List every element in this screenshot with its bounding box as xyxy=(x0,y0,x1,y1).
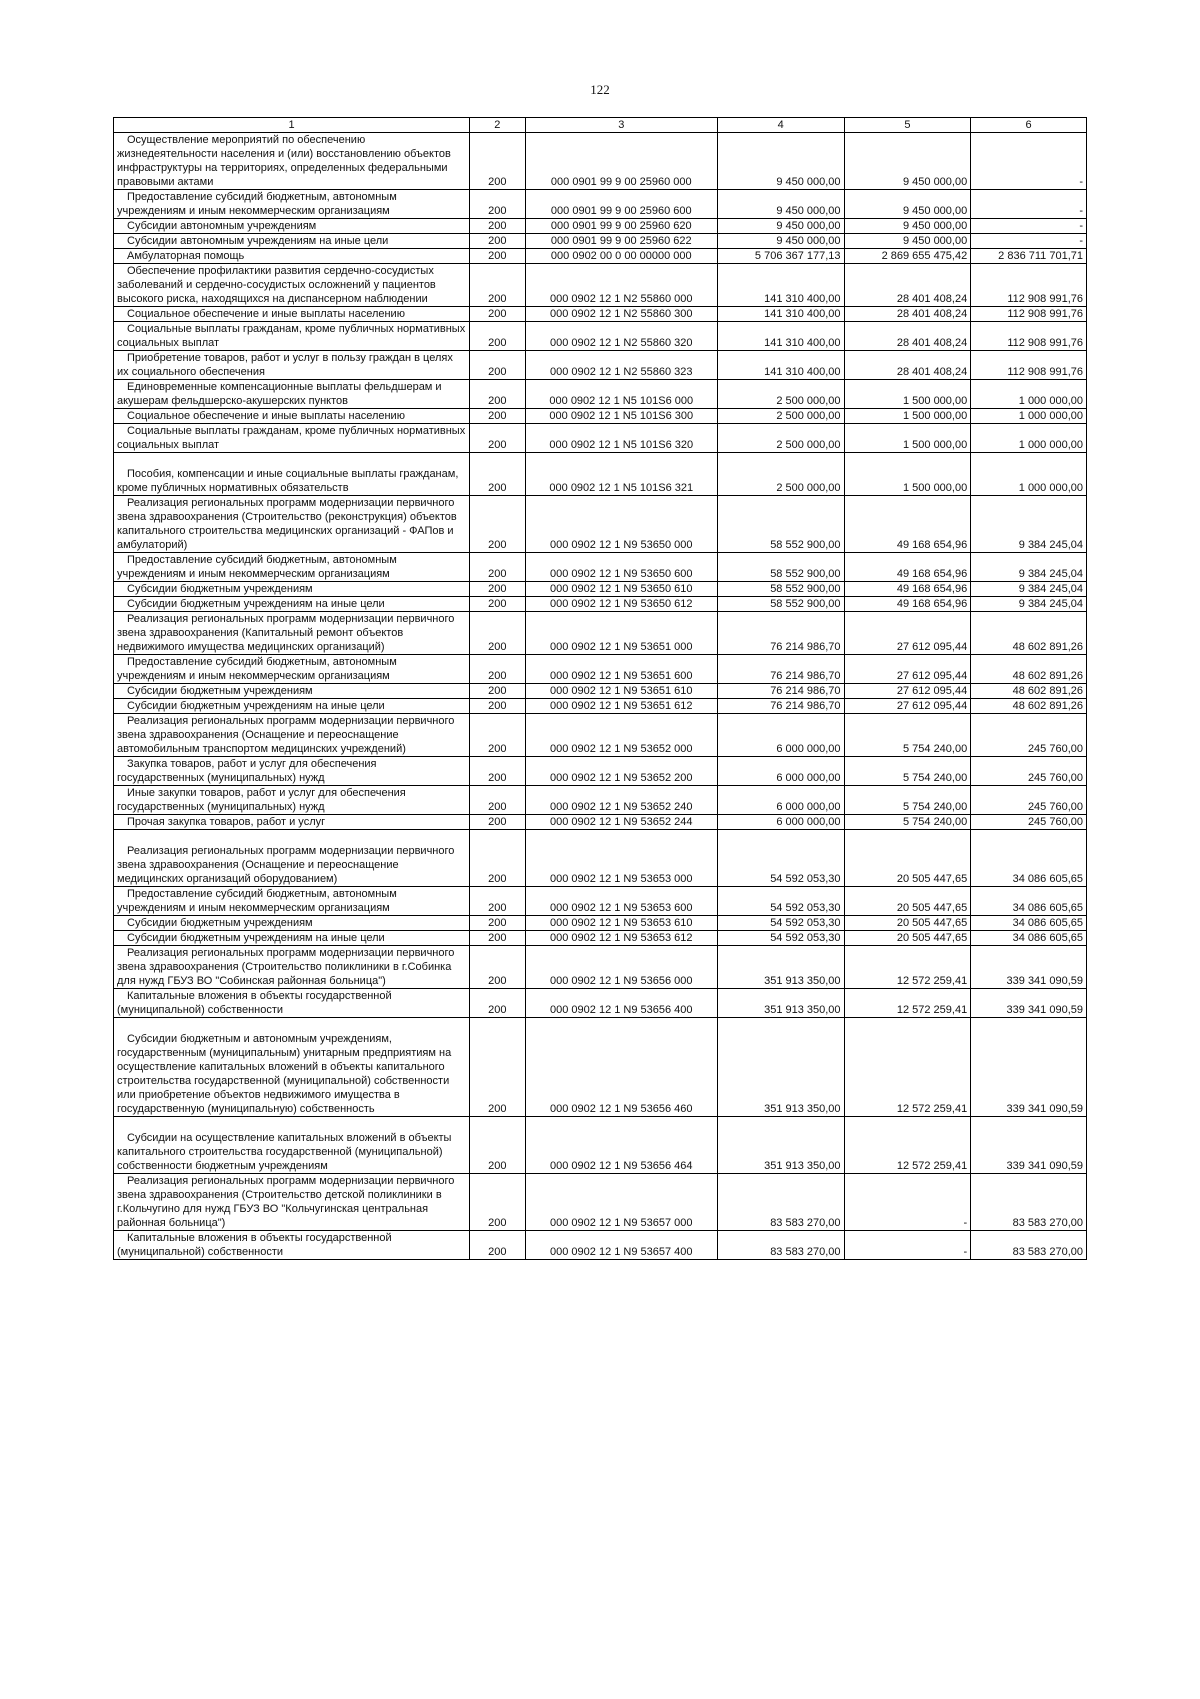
row-code: 200 xyxy=(470,307,526,322)
row-amount-col6: - xyxy=(971,133,1087,190)
row-name: Предоставление субсидий бюджетным, автономным учреждениям и иным некоммерческим организациям xyxy=(114,887,470,916)
row-name: Единовременные компенсационные выплаты фельдшерам и акушерам фельдшерско-акушерских пунктов xyxy=(114,380,470,409)
row-amount-col6: 83 583 270,00 xyxy=(971,1174,1087,1231)
row-name: Субсидии бюджетным и автономным учреждениям, государственным (муниципальным) унитарным предприятиям на осуществление капитальных вложений в объекты капитального строительства государственной (муниципальной) собственности или приобретение объектов недвижимого имущества в государственную (муниципальную) собственность xyxy=(114,1018,470,1117)
row-code: 200 xyxy=(470,916,526,931)
row-name: Капитальные вложения в объекты государственной (муниципальной) собственности xyxy=(114,989,470,1018)
table-row xyxy=(114,830,1087,887)
row-amount-col5: 20 505 447,65 xyxy=(844,830,971,887)
row-amount-col6: 48 602 891,26 xyxy=(971,655,1087,684)
row-name: Реализация региональных программ модернизации первичного звена здравоохранения (Капитальный ремонт объектов недвижимого имущества медицинских организаций) xyxy=(114,612,470,655)
row-amount-col6: 34 086 605,65 xyxy=(971,931,1087,946)
row-amount-col5: 49 168 654,96 xyxy=(844,597,971,612)
row-amount-col4: 76 214 986,70 xyxy=(717,684,844,699)
row-amount-col4: 141 310 400,00 xyxy=(717,307,844,322)
row-amount-col4: 6 000 000,00 xyxy=(717,757,844,786)
table-row xyxy=(114,249,1087,264)
table-row xyxy=(114,946,1087,989)
row-amount-col6: 245 760,00 xyxy=(971,815,1087,830)
table-row xyxy=(114,409,1087,424)
table-row xyxy=(114,612,1087,655)
row-amount-col5: 28 401 408,24 xyxy=(844,351,971,380)
row-amount-col6: 1 000 000,00 xyxy=(971,380,1087,409)
row-amount-col6: 9 384 245,04 xyxy=(971,582,1087,597)
row-code: 200 xyxy=(470,322,526,351)
row-amount-col5: 1 500 000,00 xyxy=(844,453,971,496)
row-amount-col6: 9 384 245,04 xyxy=(971,597,1087,612)
row-name: Социальные выплаты гражданам, кроме публичных нормативных социальных выплат xyxy=(114,322,470,351)
row-name: Субсидии бюджетным учреждениям на иные цели xyxy=(114,931,470,946)
row-code: 200 xyxy=(470,133,526,190)
column-header: 1 xyxy=(114,118,470,133)
row-amount-col4: 54 592 053,30 xyxy=(717,830,844,887)
row-amount-col4: 58 552 900,00 xyxy=(717,582,844,597)
row-kbk: 000 0902 12 1 N9 53653 000 xyxy=(525,830,717,887)
row-code: 200 xyxy=(470,351,526,380)
row-amount-col5: 49 168 654,96 xyxy=(844,553,971,582)
row-amount-col4: 58 552 900,00 xyxy=(717,553,844,582)
table-row xyxy=(114,424,1087,453)
row-kbk: 000 0902 12 1 N9 53653 612 xyxy=(525,931,717,946)
row-amount-col4: 9 450 000,00 xyxy=(717,190,844,219)
column-header: 3 xyxy=(525,118,717,133)
row-name: Прочая закупка товаров, работ и услуг xyxy=(114,815,470,830)
row-amount-col4: 76 214 986,70 xyxy=(717,612,844,655)
row-amount-col6: 48 602 891,26 xyxy=(971,612,1087,655)
row-amount-col4: 58 552 900,00 xyxy=(717,496,844,553)
table-row xyxy=(114,264,1087,307)
table-row xyxy=(114,916,1087,931)
row-code: 200 xyxy=(470,582,526,597)
row-kbk: 000 0902 12 1 N5 101S6 321 xyxy=(525,453,717,496)
row-amount-col5: 12 572 259,41 xyxy=(844,989,971,1018)
row-amount-col6: 48 602 891,26 xyxy=(971,684,1087,699)
row-code: 200 xyxy=(470,190,526,219)
row-amount-col5: 1 500 000,00 xyxy=(844,380,971,409)
row-amount-col6: - xyxy=(971,234,1087,249)
row-name: Субсидии бюджетным учреждениям на иные цели xyxy=(114,597,470,612)
row-kbk: 000 0902 12 1 N5 101S6 000 xyxy=(525,380,717,409)
row-amount-col5: 20 505 447,65 xyxy=(844,887,971,916)
row-amount-col4: 2 500 000,00 xyxy=(717,409,844,424)
row-amount-col4: 6 000 000,00 xyxy=(717,815,844,830)
row-amount-col6: 1 000 000,00 xyxy=(971,409,1087,424)
table-row xyxy=(114,496,1087,553)
row-amount-col5: 12 572 259,41 xyxy=(844,1018,971,1117)
table-row xyxy=(114,190,1087,219)
row-name: Субсидии бюджетным учреждениям xyxy=(114,916,470,931)
table-row xyxy=(114,989,1087,1018)
row-amount-col4: 9 450 000,00 xyxy=(717,133,844,190)
row-amount-col5: 2 869 655 475,42 xyxy=(844,249,971,264)
row-name: Предоставление субсидий бюджетным, автономным учреждениям и иным некоммерческим организациям xyxy=(114,655,470,684)
row-code: 200 xyxy=(470,989,526,1018)
row-code: 200 xyxy=(470,1018,526,1117)
row-name: Капитальные вложения в объекты государственной (муниципальной) собственности xyxy=(114,1231,470,1260)
row-kbk: 000 0902 12 1 N9 53653 600 xyxy=(525,887,717,916)
row-amount-col5: 9 450 000,00 xyxy=(844,133,971,190)
row-amount-col4: 351 913 350,00 xyxy=(717,1117,844,1174)
row-code: 200 xyxy=(470,424,526,453)
row-amount-col5: 9 450 000,00 xyxy=(844,190,971,219)
row-name: Социальные выплаты гражданам, кроме публичных нормативных социальных выплат xyxy=(114,424,470,453)
row-code: 200 xyxy=(470,655,526,684)
row-name: Реализация региональных программ модернизации первичного звена здравоохранения (Строительство (реконструкция) объектов капитального строительства медицинских организаций - ФАПов и амбулаторий) xyxy=(114,496,470,553)
row-code: 200 xyxy=(470,815,526,830)
row-amount-col6: 339 341 090,59 xyxy=(971,946,1087,989)
table-row xyxy=(114,553,1087,582)
row-name: Предоставление субсидий бюджетным, автономным учреждениям и иным некоммерческим организациям xyxy=(114,553,470,582)
row-code: 200 xyxy=(470,946,526,989)
row-amount-col5: 5 754 240,00 xyxy=(844,757,971,786)
row-amount-col5: 5 754 240,00 xyxy=(844,815,971,830)
row-amount-col4: 83 583 270,00 xyxy=(717,1231,844,1260)
row-kbk: 000 0902 12 1 N9 53651 000 xyxy=(525,612,717,655)
row-amount-col6: 112 908 991,76 xyxy=(971,307,1087,322)
row-amount-col4: 2 500 000,00 xyxy=(717,453,844,496)
row-code: 200 xyxy=(470,757,526,786)
row-kbk: 000 0902 12 1 N9 53650 612 xyxy=(525,597,717,612)
row-amount-col4: 351 913 350,00 xyxy=(717,1018,844,1117)
row-code: 200 xyxy=(470,219,526,234)
row-name: Иные закупки товаров, работ и услуг для обеспечения государственных (муниципальных) нужд xyxy=(114,786,470,815)
table-row xyxy=(114,351,1087,380)
row-name: Приобретение товаров, работ и услуг в пользу граждан в целях их социального обеспечения xyxy=(114,351,470,380)
table-row xyxy=(114,887,1087,916)
row-code: 200 xyxy=(470,553,526,582)
table-row xyxy=(114,234,1087,249)
row-kbk: 000 0902 12 1 N9 53650 000 xyxy=(525,496,717,553)
budget-table xyxy=(113,117,1087,1260)
row-amount-col6: 245 760,00 xyxy=(971,714,1087,757)
table-row xyxy=(114,582,1087,597)
row-amount-col6: 339 341 090,59 xyxy=(971,1117,1087,1174)
table-row xyxy=(114,1018,1087,1117)
column-header: 5 xyxy=(844,118,971,133)
column-header: 4 xyxy=(717,118,844,133)
row-code: 200 xyxy=(470,786,526,815)
row-name: Субсидии на осуществление капитальных вложений в объекты капитального строительства государственной (муниципальной) собственности бюджетным учреждениям xyxy=(114,1117,470,1174)
row-name: Амбулаторная помощь xyxy=(114,249,470,264)
row-amount-col4: 54 592 053,30 xyxy=(717,916,844,931)
row-code: 200 xyxy=(470,699,526,714)
row-code: 200 xyxy=(470,887,526,916)
row-kbk: 000 0902 12 1 N9 53651 612 xyxy=(525,699,717,714)
row-kbk: 000 0902 12 1 N9 53656 464 xyxy=(525,1117,717,1174)
row-amount-col4: 141 310 400,00 xyxy=(717,322,844,351)
row-kbk: 000 0902 12 1 N2 55860 323 xyxy=(525,351,717,380)
row-code: 200 xyxy=(470,264,526,307)
row-code: 200 xyxy=(470,830,526,887)
row-amount-col5: 1 500 000,00 xyxy=(844,409,971,424)
table-row xyxy=(114,133,1087,190)
row-amount-col4: 76 214 986,70 xyxy=(717,699,844,714)
row-code: 200 xyxy=(470,409,526,424)
row-kbk: 000 0902 12 1 N9 53652 244 xyxy=(525,815,717,830)
row-code: 200 xyxy=(470,714,526,757)
row-amount-col4: 141 310 400,00 xyxy=(717,351,844,380)
row-name: Субсидии автономным учреждениям на иные цели xyxy=(114,234,470,249)
row-amount-col5: - xyxy=(844,1231,971,1260)
row-code: 200 xyxy=(470,249,526,264)
row-kbk: 000 0902 12 1 N9 53656 400 xyxy=(525,989,717,1018)
row-name: Субсидии бюджетным учреждениям на иные цели xyxy=(114,699,470,714)
row-kbk: 000 0902 12 1 N9 53650 600 xyxy=(525,553,717,582)
row-amount-col6: 48 602 891,26 xyxy=(971,699,1087,714)
row-amount-col4: 351 913 350,00 xyxy=(717,989,844,1018)
row-code: 200 xyxy=(470,453,526,496)
row-amount-col5: 9 450 000,00 xyxy=(844,219,971,234)
row-name: Реализация региональных программ модернизации первичного звена здравоохранения (Оснащение и переоснащение автомобильным транспортом медицинских учреждений) xyxy=(114,714,470,757)
row-amount-col5: 5 754 240,00 xyxy=(844,714,971,757)
column-header: 2 xyxy=(470,118,526,133)
row-kbk: 000 0902 12 1 N2 55860 300 xyxy=(525,307,717,322)
row-amount-col5: 49 168 654,96 xyxy=(844,582,971,597)
row-name: Обеспечение профилактики развития сердечно-сосудистых заболеваний и сердечно-сосудистых осложнений у пациентов высокого риска, находящихся на диспансерном наблюдении xyxy=(114,264,470,307)
row-name: Реализация региональных программ модернизации первичного звена здравоохранения (Оснащение и переоснащение медицинских организаций оборудованием) xyxy=(114,830,470,887)
table-row xyxy=(114,380,1087,409)
row-amount-col5: 27 612 095,44 xyxy=(844,684,971,699)
table-row xyxy=(114,815,1087,830)
row-amount-col6: 1 000 000,00 xyxy=(971,453,1087,496)
row-name: Субсидии бюджетным учреждениям xyxy=(114,684,470,699)
row-name: Реализация региональных программ модернизации первичного звена здравоохранения (Строительство поликлиники в г.Собинка для нужд ГБУЗ ВО "Собинская районная больница") xyxy=(114,946,470,989)
row-kbk: 000 0902 12 1 N9 53657 000 xyxy=(525,1174,717,1231)
row-amount-col5: 28 401 408,24 xyxy=(844,264,971,307)
row-kbk: 000 0902 12 1 N9 53651 610 xyxy=(525,684,717,699)
row-amount-col6: - xyxy=(971,190,1087,219)
row-amount-col4: 2 500 000,00 xyxy=(717,424,844,453)
row-kbk: 000 0901 99 9 00 25960 600 xyxy=(525,190,717,219)
table-row xyxy=(114,714,1087,757)
row-amount-col5: 27 612 095,44 xyxy=(844,655,971,684)
row-amount-col6: 34 086 605,65 xyxy=(971,830,1087,887)
row-amount-col4: 9 450 000,00 xyxy=(717,219,844,234)
table-row xyxy=(114,1231,1087,1260)
row-name: Осуществление мероприятий по обеспечению жизнедеятельности населения и (или) восстановлению объектов инфраструктуры на территориях, определенных федеральными правовыми актами xyxy=(114,133,470,190)
table-row xyxy=(114,655,1087,684)
row-amount-col6: 9 384 245,04 xyxy=(971,553,1087,582)
row-kbk: 000 0902 12 1 N9 53651 600 xyxy=(525,655,717,684)
row-amount-col4: 6 000 000,00 xyxy=(717,786,844,815)
table-row xyxy=(114,453,1087,496)
row-amount-col4: 76 214 986,70 xyxy=(717,655,844,684)
row-amount-col6: 2 836 711 701,71 xyxy=(971,249,1087,264)
row-amount-col5: 12 572 259,41 xyxy=(844,946,971,989)
row-amount-col6: 339 341 090,59 xyxy=(971,989,1087,1018)
row-kbk: 000 0902 00 0 00 00000 000 xyxy=(525,249,717,264)
row-amount-col5: 9 450 000,00 xyxy=(844,234,971,249)
row-amount-col4: 9 450 000,00 xyxy=(717,234,844,249)
row-amount-col6: 245 760,00 xyxy=(971,786,1087,815)
row-amount-col4: 351 913 350,00 xyxy=(717,946,844,989)
row-amount-col5: 28 401 408,24 xyxy=(844,322,971,351)
row-amount-col6: - xyxy=(971,219,1087,234)
row-kbk: 000 0902 12 1 N9 53652 200 xyxy=(525,757,717,786)
row-amount-col6: 112 908 991,76 xyxy=(971,351,1087,380)
table-row xyxy=(114,684,1087,699)
row-kbk: 000 0902 12 1 N5 101S6 320 xyxy=(525,424,717,453)
table-row xyxy=(114,931,1087,946)
row-amount-col6: 34 086 605,65 xyxy=(971,916,1087,931)
row-amount-col5: 20 505 447,65 xyxy=(844,916,971,931)
row-amount-col4: 5 706 367 177,13 xyxy=(717,249,844,264)
row-amount-col5: 27 612 095,44 xyxy=(844,699,971,714)
row-code: 200 xyxy=(470,1117,526,1174)
row-amount-col5: 12 572 259,41 xyxy=(844,1117,971,1174)
row-amount-col4: 2 500 000,00 xyxy=(717,380,844,409)
row-kbk: 000 0901 99 9 00 25960 000 xyxy=(525,133,717,190)
row-amount-col5: 1 500 000,00 xyxy=(844,424,971,453)
row-name: Закупка товаров, работ и услуг для обеспечения государственных (муниципальных) нужд xyxy=(114,757,470,786)
row-amount-col4: 58 552 900,00 xyxy=(717,597,844,612)
row-kbk: 000 0902 12 1 N9 53653 610 xyxy=(525,916,717,931)
row-kbk: 000 0901 99 9 00 25960 622 xyxy=(525,234,717,249)
row-amount-col4: 141 310 400,00 xyxy=(717,264,844,307)
row-amount-col5: 28 401 408,24 xyxy=(844,307,971,322)
table-row xyxy=(114,219,1087,234)
row-kbk: 000 0902 12 1 N9 53652 000 xyxy=(525,714,717,757)
row-amount-col5: 27 612 095,44 xyxy=(844,612,971,655)
row-name: Пособия, компенсации и иные социальные выплаты гражданам, кроме публичных нормативных обязательств xyxy=(114,453,470,496)
row-code: 200 xyxy=(470,1174,526,1231)
row-amount-col5: 20 505 447,65 xyxy=(844,931,971,946)
table-row xyxy=(114,699,1087,714)
table-row xyxy=(114,307,1087,322)
row-amount-col4: 54 592 053,30 xyxy=(717,931,844,946)
row-kbk: 000 0902 12 1 N2 55860 000 xyxy=(525,264,717,307)
page-number: 122 xyxy=(590,82,610,97)
row-code: 200 xyxy=(470,684,526,699)
row-code: 200 xyxy=(470,931,526,946)
row-kbk: 000 0902 12 1 N2 55860 320 xyxy=(525,322,717,351)
row-name: Реализация региональных программ модернизации первичного звена здравоохранения (Строительство детской поликлиники в г.Кольчугино для нужд ГБУЗ ВО "Кольчугинская центральная районная больница") xyxy=(114,1174,470,1231)
row-amount-col6: 245 760,00 xyxy=(971,757,1087,786)
row-name: Субсидии автономным учреждениям xyxy=(114,219,470,234)
row-name: Предоставление субсидий бюджетным, автономным учреждениям и иным некоммерческим организациям xyxy=(114,190,470,219)
table-row xyxy=(114,1117,1087,1174)
row-kbk: 000 0902 12 1 N9 53652 240 xyxy=(525,786,717,815)
row-code: 200 xyxy=(470,612,526,655)
row-kbk: 000 0902 12 1 N9 53656 460 xyxy=(525,1018,717,1117)
row-code: 200 xyxy=(470,597,526,612)
row-code: 200 xyxy=(470,380,526,409)
table-row xyxy=(114,786,1087,815)
row-code: 200 xyxy=(470,496,526,553)
row-amount-col6: 34 086 605,65 xyxy=(971,887,1087,916)
row-kbk: 000 0902 12 1 N9 53650 610 xyxy=(525,582,717,597)
table-row xyxy=(114,322,1087,351)
row-amount-col6: 9 384 245,04 xyxy=(971,496,1087,553)
row-amount-col6: 83 583 270,00 xyxy=(971,1231,1087,1260)
row-amount-col4: 54 592 053,30 xyxy=(717,887,844,916)
row-code: 200 xyxy=(470,1231,526,1260)
row-kbk: 000 0902 12 1 N5 101S6 300 xyxy=(525,409,717,424)
row-name: Социальное обеспечение и иные выплаты населению xyxy=(114,409,470,424)
header-row xyxy=(114,118,1087,133)
row-amount-col4: 6 000 000,00 xyxy=(717,714,844,757)
row-name: Социальное обеспечение и иные выплаты населению xyxy=(114,307,470,322)
table-row xyxy=(114,597,1087,612)
row-kbk: 000 0902 12 1 N9 53656 000 xyxy=(525,946,717,989)
row-amount-col5: 5 754 240,00 xyxy=(844,786,971,815)
row-amount-col6: 339 341 090,59 xyxy=(971,1018,1087,1117)
table-row xyxy=(114,757,1087,786)
row-kbk: 000 0902 12 1 N9 53657 400 xyxy=(525,1231,717,1260)
row-amount-col6: 1 000 000,00 xyxy=(971,424,1087,453)
row-amount-col4: 83 583 270,00 xyxy=(717,1174,844,1231)
row-kbk: 000 0901 99 9 00 25960 620 xyxy=(525,219,717,234)
row-amount-col6: 112 908 991,76 xyxy=(971,264,1087,307)
row-amount-col5: - xyxy=(844,1174,971,1231)
column-header: 6 xyxy=(971,118,1087,133)
row-code: 200 xyxy=(470,234,526,249)
row-amount-col6: 112 908 991,76 xyxy=(971,322,1087,351)
table-row xyxy=(114,1174,1087,1231)
row-amount-col5: 49 168 654,96 xyxy=(844,496,971,553)
row-name: Субсидии бюджетным учреждениям xyxy=(114,582,470,597)
